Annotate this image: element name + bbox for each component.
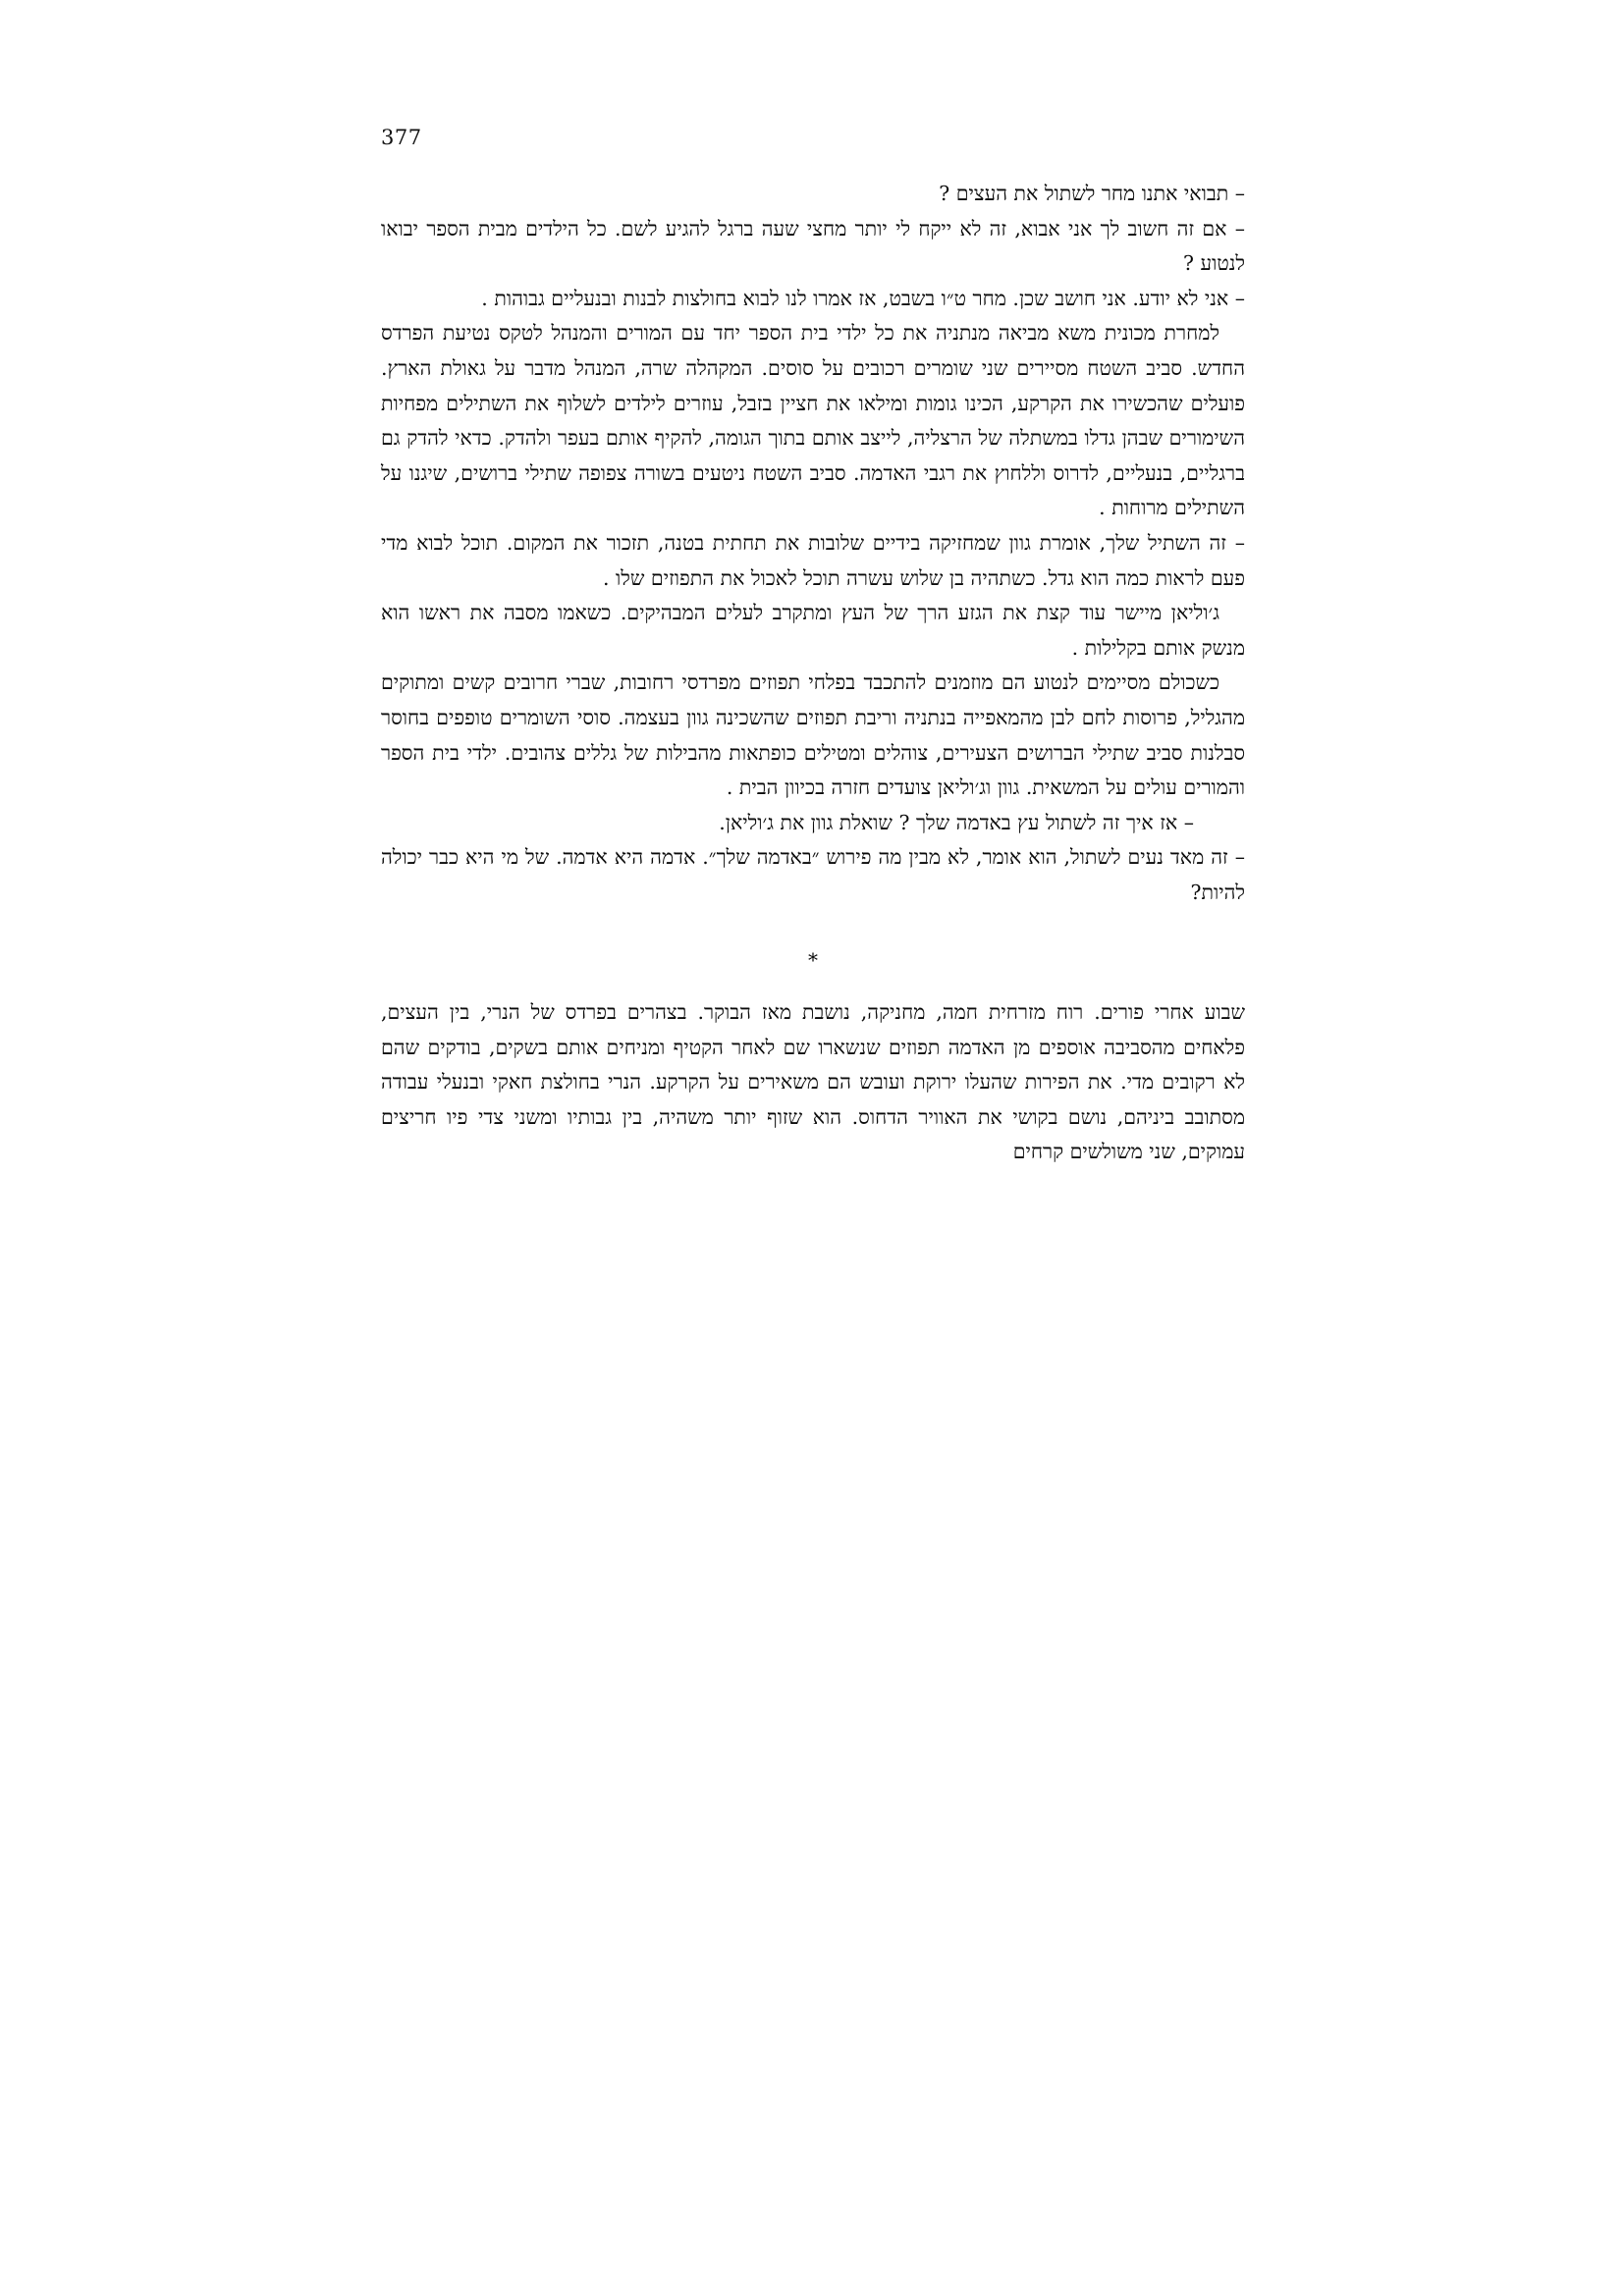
paragraph: – אני לא יודע. אני חושב שכן. מחר ט״ו בשבט, אז אמרו לנו לבוא בחולצות לבנות ובנעליים גבוהות .	[481, 286, 1245, 310]
paragraph: למחרת מכונית משא מביאה מנתניה את כל ילדי בית הספר יחד עם המורים והמנהל לטקס נטיעת הפרדס החדש. סביב השטח מסיירים שני שומרים רכובים על סוסים. המקהלה שרה, המנהל מדבר על גאולת הארץ. פועלים שהכשירו את הקרקע, הכינו גומות ומילאו את חציין בזבל, עוזרים לילדים לשלוף את השתילים מפחיות השימורים שבהן גדלו במשתלה של הרצליה, לייצב אותם בתוך הגומה, להקיף אותם בעפר ולהדק. כדאי להדק גם ברגליים, בנעליים, לדרוס וללחוץ את רגבי האדמה. סביב השטח ניטעים בשורה צפופה שתילי ברושים, שיגנו על השתילים מרוחות .	[381, 321, 1245, 520]
paragraph: ג׳וליאן מיישר עוד קצת את הגזע הרך של העץ ומתקרב לעלים המבהיקים. כשאמו מסבה את ראשו הוא מנשק אותם בקלילות .	[381, 601, 1245, 660]
paragraph: כשכולם מסיימים לנטוע הם מוזמנים להתכבד בפלחי תפוזים מפרדסי רחובות, שברי חרובים קשים ומתוקים מהגליל, פרוסות לחם לבן מהמאפייה בנתניה וריבת תפוזים שהשכינה גוון בעצמה. סוסי השומרים טופפים בחוסר סבלנות סביב שתילי הברושים הצעירים, צוהלים ומטילים כופתאות מהבילות של גללים צהובים. ילדי בית הספר והמורים עולים על המשאית. גוון וג׳וליאן צועדים חזרה בכיוון הבית .	[381, 670, 1245, 800]
section-spacer	[381, 979, 1245, 995]
paragraph: שבוע אחרי פורים. רוח מזרחית חמה, מחניקה, נושבת מאז הבוקר. בצהרים בפרדס של הנרי, בין העצים, פלאחים מהסביבה אוספים מן האדמה תפוזים שנשארו שם לאחר הקטיף ומניחים אותם בשקים, בודקים שהם לא רקובים מדי. את הפירות שהעלו ירוקת ועובש הם משאירים על הקרקע. הנרי בחולצת חאקי ובנעלי עבודה מסתובב ביניהם, נושם בקושי את האוויר הדחוס. הוא שזוף יותר משהיה, בין גבותיו ומשני צדי פיו חריצים עמוקים, שני משולשים קרחים	[381, 1000, 1245, 1164]
paragraph: – אז איך זה לשתול עץ באדמה שלך ? שואלת גוון את ג׳וליאן.	[719, 810, 1194, 834]
section-divider: *	[808, 948, 818, 973]
paragraph: – זה מאד נעים לשתול, הוא אומר, לא מבין מה פירוש ״באדמה שלך״. אדמה היא אדמה. של מי היא כבר יכולה להיות?	[381, 845, 1245, 904]
page-body-text	[381, 177, 1245, 1170]
paragraph: – זה השתיל שלך, אומרת גוון שמחזיקה בידיים שלובות את תחתית בטנה, תזכור את המקום. תוכל לבוא מדי פעם לראות כמה הוא גדל. כשתהיה בן שלוש עשרה תוכל לאכול את התפוזים שלו .	[381, 530, 1245, 590]
paragraph: – תבואי אתנו מחר לשתול את העצים ?	[939, 182, 1245, 205]
section-spacer	[381, 910, 1245, 943]
paragraph: – אם זה חשוב לך אני אבוא, זה לא ייקח לי יותר מחצי שעה ברגל להגיע לשם. כל הילדים מבית הספר יבואו לנטוע ?	[381, 216, 1245, 276]
page-number: 377	[381, 126, 422, 149]
